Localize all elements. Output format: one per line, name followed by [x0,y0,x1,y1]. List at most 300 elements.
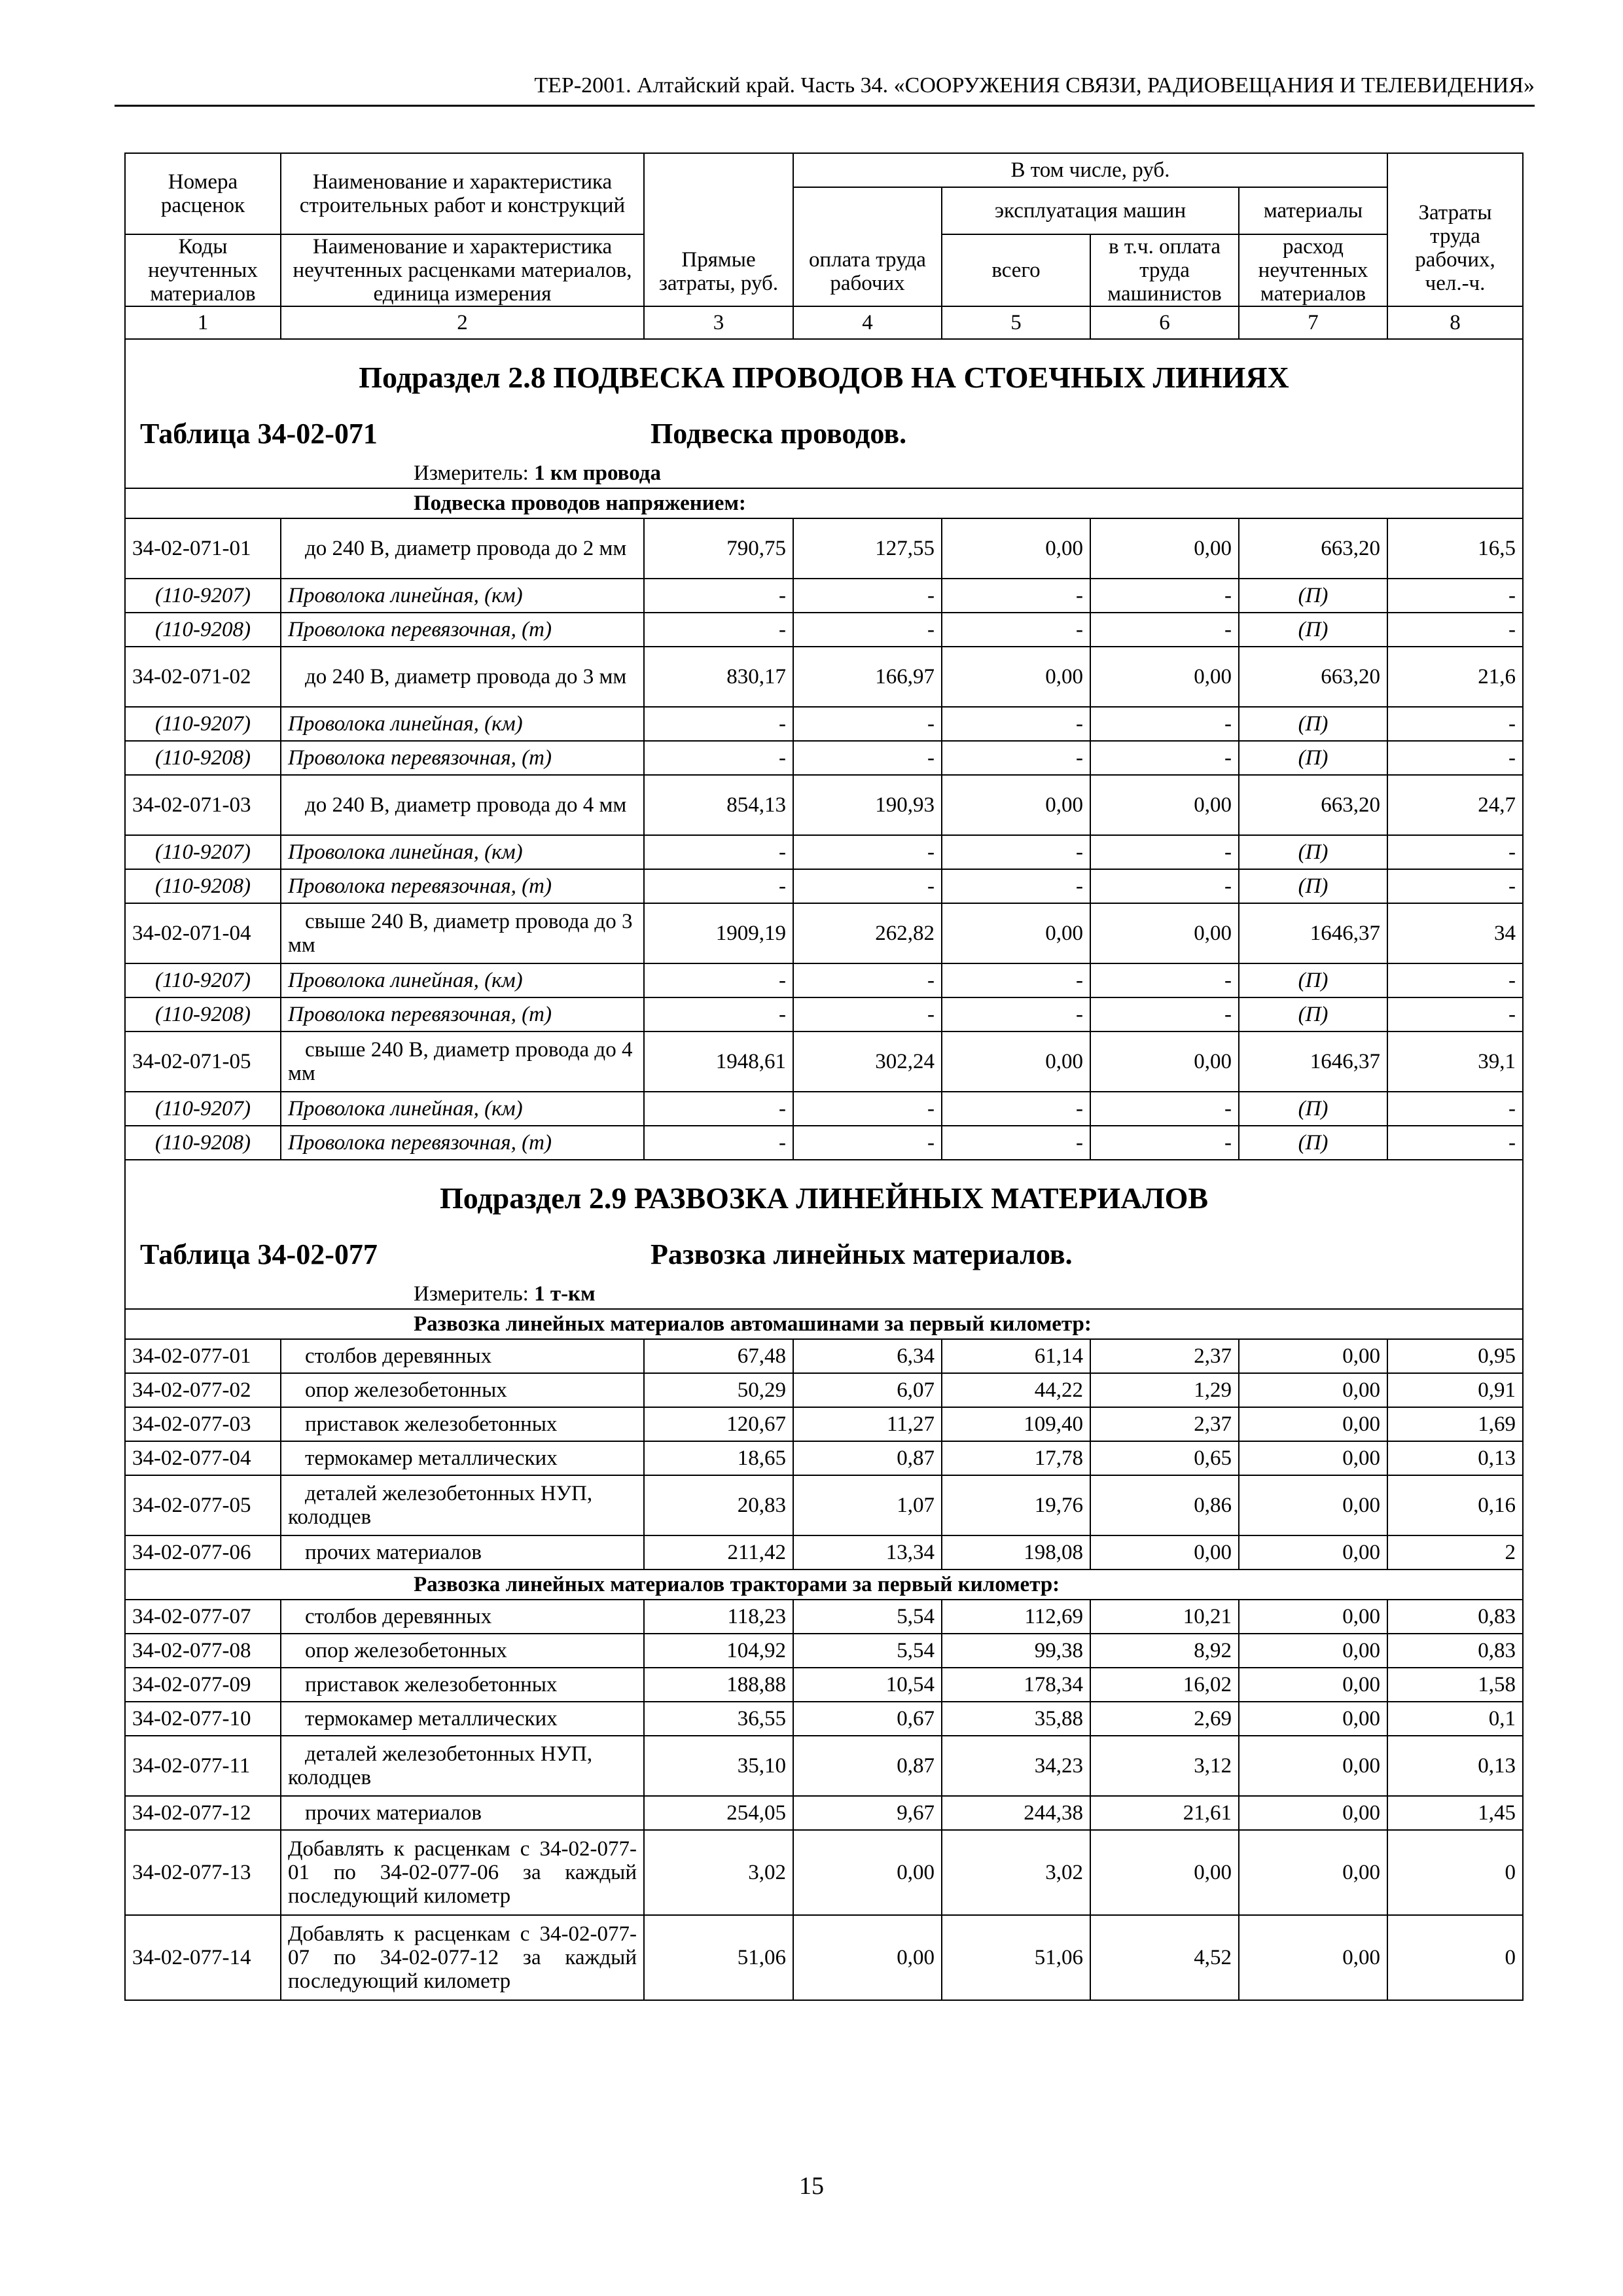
value-cell: 0,00 [1239,1441,1387,1475]
table-name: Развозка линейных материалов. [651,1238,1073,1270]
material-code: (110-9207) [125,707,281,741]
dash-cell: - [1387,997,1523,1031]
value-cell: 4,52 [1090,1915,1239,2000]
table-row [125,1736,1523,1796]
material-name: Проволока перевязочная, (т) [281,1126,644,1160]
material-name: Проволока линейная, (км) [281,707,644,741]
section-title-row [125,339,1523,409]
table-title [125,1230,1523,1280]
value-cell: 1948,61 [644,1031,793,1092]
dash-cell: - [1090,613,1239,647]
value-cell: 1,69 [1387,1407,1523,1441]
dash-cell: - [1387,579,1523,613]
dash-cell: - [1387,963,1523,997]
value-cell: 112,69 [942,1600,1090,1634]
rate-code: 34-02-077-11 [125,1736,281,1796]
rate-name: столбов деревянных [281,1339,644,1373]
value-cell: 3,02 [942,1830,1090,1915]
value-cell: 109,40 [942,1407,1090,1441]
value-cell: 1646,37 [1239,1031,1387,1092]
value-cell: 5,54 [793,1634,942,1668]
dash-cell: - [793,1092,942,1126]
value-cell: 244,38 [942,1796,1090,1830]
table-row [125,1339,1523,1373]
value-cell: 0,95 [1387,1339,1523,1373]
measure-row [125,1280,1523,1309]
table-row [125,518,1523,579]
running-header: ТЕР-2001. Алтайский край. Часть 34. «СООРУЖЕНИЯ СВЯЗИ, РАДИОВЕЩАНИЯ И ТЕЛЕВИДЕНИЯ» [115,71,1535,107]
table-row [125,1600,1523,1634]
value-cell: 302,24 [793,1031,942,1092]
measure-unit [125,459,1523,488]
dash-cell: - [1387,835,1523,869]
value-cell: 6,34 [793,1339,942,1373]
value-cell: 0,13 [1387,1736,1523,1796]
material-code: (110-9207) [125,835,281,869]
dash-cell: - [644,1092,793,1126]
rate-name: приставок железобетонных [281,1668,644,1702]
material-name: Проволока линейная, (км) [281,1092,644,1126]
value-cell: 0,87 [793,1441,942,1475]
value-cell: 0,00 [1090,903,1239,963]
table-row [125,647,1523,707]
value-cell: 16,5 [1387,518,1523,579]
material-row [125,613,1523,647]
dash-cell: - [793,579,942,613]
value-cell: 790,75 [644,518,793,579]
value-cell: 0,00 [942,1031,1090,1092]
rate-code: 34-02-071-04 [125,903,281,963]
rate-name: термокамер металлических [281,1702,644,1736]
value-cell: 0,00 [1090,1535,1239,1570]
table-row [125,1796,1523,1830]
rate-name: свыше 240 В, диаметр провода до 3 мм [281,903,644,963]
material-row [125,1126,1523,1160]
value-cell: 0 [1387,1915,1523,2000]
column-numbers-row [125,306,1523,339]
rate-code: 34-02-071-02 [125,647,281,707]
value-cell: 11,27 [793,1407,942,1441]
table-row [125,1634,1523,1668]
dash-cell: - [644,835,793,869]
rate-name: прочих материалов [281,1535,644,1570]
rate-code: 34-02-077-01 [125,1339,281,1373]
value-cell: 120,67 [644,1407,793,1441]
value-cell: 35,10 [644,1736,793,1796]
material-mark: (П) [1239,1092,1387,1126]
value-cell: 61,14 [942,1339,1090,1373]
value-cell: 51,06 [644,1915,793,2000]
dash-cell: - [1090,741,1239,775]
col-header-direct-costs: Прямые затраты, руб. [644,153,793,306]
value-cell: 0,86 [1090,1475,1239,1535]
value-cell: 0,00 [1239,1915,1387,2000]
rate-code: 34-02-077-03 [125,1407,281,1441]
value-cell: 211,42 [644,1535,793,1570]
value-cell: 0,00 [942,518,1090,579]
value-cell: 0,67 [793,1702,942,1736]
section-title: Подраздел 2.8 ПОДВЕСКА ПРОВОДОВ НА СТОЕЧНЫХ ЛИНИЯХ [125,339,1523,409]
value-cell: 254,05 [644,1796,793,1830]
rate-code: 34-02-077-05 [125,1475,281,1535]
rate-code: 34-02-077-13 [125,1830,281,1915]
dash-cell: - [1387,741,1523,775]
material-code: (110-9208) [125,997,281,1031]
value-cell: 2,37 [1090,1339,1239,1373]
value-cell: 0,00 [1239,1830,1387,1915]
dash-cell: - [1090,579,1239,613]
dash-cell: - [1090,835,1239,869]
value-cell: 67,48 [644,1339,793,1373]
rate-code: 34-02-071-01 [125,518,281,579]
value-cell: 118,23 [644,1600,793,1634]
value-cell: 2 [1387,1535,1523,1570]
value-cell: 0,00 [1239,1535,1387,1570]
value-cell: 663,20 [1239,775,1387,835]
value-cell: 17,78 [942,1441,1090,1475]
value-cell: 18,65 [644,1441,793,1475]
material-name: Проволока перевязочная, (т) [281,869,644,903]
table-row [125,1407,1523,1441]
col-header-mat-use: расход неучтенных материалов [1239,234,1387,306]
value-cell: 854,13 [644,775,793,835]
value-cell: 2,69 [1090,1702,1239,1736]
material-mark: (П) [1239,869,1387,903]
material-row [125,835,1523,869]
rate-name: до 240 В, диаметр провода до 3 мм [281,647,644,707]
value-cell: 3,02 [644,1830,793,1915]
col-header-mat-name: Наименование и характеристика неучтенных расценками материалов, единица измерения [281,234,644,306]
measure-row [125,459,1523,488]
dash-cell: - [793,869,942,903]
value-cell: 0,91 [1387,1373,1523,1407]
dash-cell: - [644,963,793,997]
col-number: 8 [1387,306,1523,339]
wire-rates-body [125,518,1523,1160]
col-number: 2 [281,306,644,339]
value-cell: 0,00 [793,1915,942,2000]
rate-name: до 240 В, диаметр провода до 2 мм [281,518,644,579]
value-cell: 0,00 [1239,1600,1387,1634]
col-number: 1 [125,306,281,339]
dash-cell: - [793,963,942,997]
rate-code: 34-02-077-12 [125,1796,281,1830]
col-number: 6 [1090,306,1239,339]
value-cell: 178,34 [942,1668,1090,1702]
value-cell: 166,97 [793,647,942,707]
dash-cell: - [1090,869,1239,903]
dash-cell: - [942,579,1090,613]
dash-cell: - [1387,869,1523,903]
material-row [125,963,1523,997]
table-row [125,1373,1523,1407]
table-row [125,1441,1523,1475]
haul-rates-body [125,1309,1523,2000]
dash-cell: - [1387,613,1523,647]
value-cell: 1909,19 [644,903,793,963]
dash-cell: - [942,741,1090,775]
value-cell: 0,00 [1239,1736,1387,1796]
col-header-total: всего [942,234,1090,306]
col-header-machines: эксплуатация машин [942,187,1239,234]
rate-name: столбов деревянных [281,1600,644,1634]
rates-table [124,152,1524,2001]
measure-value: 1 км провода [534,461,661,485]
value-cell: 99,38 [942,1634,1090,1668]
dash-cell: - [793,835,942,869]
dash-cell: - [1090,707,1239,741]
measure-label: Измеритель: [414,461,535,485]
measure-label: Измеритель: [414,1282,535,1306]
dash-cell: - [942,1092,1090,1126]
material-code: (110-9208) [125,1126,281,1160]
value-cell: 16,02 [1090,1668,1239,1702]
material-mark: (П) [1239,997,1387,1031]
material-mark: (П) [1239,741,1387,775]
group-heading: Развозка линейных материалов автомашинами за первый километр: [125,1309,1523,1339]
col-number: 7 [1239,306,1387,339]
dash-cell: - [644,613,793,647]
col-header-labor-pay: оплата труда рабочих [793,187,942,306]
material-name: Проволока перевязочная, (т) [281,613,644,647]
value-cell: 10,21 [1090,1600,1239,1634]
value-cell: 0 [1387,1830,1523,1915]
value-cell: 0,00 [1090,1830,1239,1915]
value-cell: 1646,37 [1239,903,1387,963]
value-cell: 0,00 [942,775,1090,835]
material-row [125,997,1523,1031]
rate-name: деталей железобетонных НУП, колодцев [281,1475,644,1535]
material-code: (110-9207) [125,579,281,613]
measure-unit [125,1280,1523,1309]
dash-cell: - [793,1126,942,1160]
value-cell: 34,23 [942,1736,1090,1796]
col-number: 3 [644,306,793,339]
material-row [125,707,1523,741]
value-cell: 0,00 [1090,775,1239,835]
table-name: Подвеска проводов. [651,418,907,450]
rate-code: 34-02-071-05 [125,1031,281,1092]
header-row-1 [125,153,1523,187]
value-cell: 44,22 [942,1373,1090,1407]
dash-cell: - [942,613,1090,647]
value-cell: 6,07 [793,1373,942,1407]
table-row [125,1915,1523,2000]
value-cell: 1,45 [1387,1796,1523,1830]
dash-cell: - [1090,1092,1239,1126]
rate-name: Добавлять к расценкам с 34-02-077-01 по 34-02-077-06 за каждый последующий километр [281,1830,644,1915]
value-cell: 21,6 [1387,647,1523,707]
value-cell: 0,00 [1239,1668,1387,1702]
material-row [125,741,1523,775]
rate-code: 34-02-077-09 [125,1668,281,1702]
group-heading-row [125,1570,1523,1600]
material-mark: (П) [1239,707,1387,741]
table-row [125,903,1523,963]
value-cell: 198,08 [942,1535,1090,1570]
table-title-row [125,409,1523,459]
rate-code: 34-02-077-08 [125,1634,281,1668]
dash-cell: - [644,741,793,775]
value-cell: 0,00 [1239,1702,1387,1736]
dash-cell: - [942,963,1090,997]
material-row [125,869,1523,903]
value-cell: 0,00 [1239,1634,1387,1668]
value-cell: 19,76 [942,1475,1090,1535]
value-cell: 1,07 [793,1475,942,1535]
material-name: Проволока линейная, (км) [281,579,644,613]
col-header-work-name: Наименование и характеристика строительных работ и конструкций [281,153,644,234]
value-cell: 3,12 [1090,1736,1239,1796]
dash-cell: - [1387,1092,1523,1126]
group-heading-row [125,1309,1523,1339]
col-number: 4 [793,306,942,339]
col-header-incl: В том числе, руб. [793,153,1387,187]
table-row [125,1031,1523,1092]
col-header-incl-machinist: в т.ч. оплата труда машинистов [1090,234,1239,306]
table-row [125,775,1523,835]
value-cell: 35,88 [942,1702,1090,1736]
dash-cell: - [644,579,793,613]
group-heading: Подвеска проводов напряжением: [125,488,1523,518]
value-cell: 663,20 [1239,518,1387,579]
dash-cell: - [793,997,942,1031]
page-number: 15 [799,2172,824,2200]
dash-cell: - [793,707,942,741]
value-cell: 21,61 [1090,1796,1239,1830]
value-cell: 36,55 [644,1702,793,1736]
value-cell: 190,93 [793,775,942,835]
material-name: Проволока перевязочная, (т) [281,997,644,1031]
dash-cell: - [1387,1126,1523,1160]
rate-code: 34-02-077-04 [125,1441,281,1475]
value-cell: 0,87 [793,1736,942,1796]
dash-cell: - [793,613,942,647]
rate-name: термокамер металлических [281,1441,644,1475]
value-cell: 34 [1387,903,1523,963]
rate-code: 34-02-077-02 [125,1373,281,1407]
dash-cell: - [644,997,793,1031]
material-code: (110-9207) [125,1092,281,1126]
material-code: (110-9208) [125,613,281,647]
value-cell: 0,00 [942,647,1090,707]
value-cell: 0,65 [1090,1441,1239,1475]
measure-value: 1 т-км [534,1282,596,1306]
material-code: (110-9208) [125,869,281,903]
value-cell: 1,29 [1090,1373,1239,1407]
value-cell: 9,67 [793,1796,942,1830]
value-cell: 0,16 [1387,1475,1523,1535]
value-cell: 0,00 [1239,1339,1387,1373]
dash-cell: - [942,997,1090,1031]
value-cell: 13,34 [793,1535,942,1570]
table-row [125,1830,1523,1915]
value-cell: 51,06 [942,1915,1090,2000]
value-cell: 127,55 [793,518,942,579]
material-row [125,1092,1523,1126]
value-cell: 0,00 [1090,647,1239,707]
value-cell: 188,88 [644,1668,793,1702]
value-cell: 5,54 [793,1600,942,1634]
dash-cell: - [942,707,1090,741]
value-cell: 0,1 [1387,1702,1523,1736]
value-cell: 39,1 [1387,1031,1523,1092]
value-cell: 0,00 [1239,1373,1387,1407]
material-row [125,579,1523,613]
value-cell: 104,92 [644,1634,793,1668]
dash-cell: - [942,869,1090,903]
value-cell: 24,7 [1387,775,1523,835]
rate-code: 34-02-071-03 [125,775,281,835]
material-code: (110-9207) [125,963,281,997]
dash-cell: - [1387,707,1523,741]
table-title-row [125,1230,1523,1280]
table-number: Таблица 34-02-071 [140,418,378,450]
material-name: Проволока линейная, (км) [281,835,644,869]
table-title [125,409,1523,459]
col-number: 5 [942,306,1090,339]
material-mark: (П) [1239,1126,1387,1160]
dash-cell: - [1090,997,1239,1031]
rate-name: приставок железобетонных [281,1407,644,1441]
rate-code: 34-02-077-14 [125,1915,281,2000]
value-cell: 10,54 [793,1668,942,1702]
value-cell: 20,83 [644,1475,793,1535]
col-header-materials: материалы [1239,187,1387,234]
dash-cell: - [1090,1126,1239,1160]
table-number: Таблица 34-02-077 [140,1238,378,1270]
value-cell: 50,29 [644,1373,793,1407]
value-cell: 0,83 [1387,1600,1523,1634]
dash-cell: - [644,707,793,741]
value-cell: 0,00 [1239,1796,1387,1830]
group-heading: Развозка линейных материалов тракторами за первый километр: [125,1570,1523,1600]
section-title-row [125,1160,1523,1230]
value-cell: 0,13 [1387,1441,1523,1475]
value-cell: 262,82 [793,903,942,963]
value-cell: 0,00 [793,1830,942,1915]
dash-cell: - [942,1126,1090,1160]
material-mark: (П) [1239,579,1387,613]
table-row [125,1535,1523,1570]
value-cell: 0,00 [1090,518,1239,579]
value-cell: 0,83 [1387,1634,1523,1668]
value-cell: 2,37 [1090,1407,1239,1441]
value-cell: 0,00 [1090,1031,1239,1092]
dash-cell: - [942,835,1090,869]
rate-code: 34-02-077-06 [125,1535,281,1570]
rate-code: 34-02-077-10 [125,1702,281,1736]
table-row [125,1475,1523,1535]
col-header-codes: Номера расценок [125,153,281,234]
value-cell: 0,00 [942,903,1090,963]
rate-name: прочих материалов [281,1796,644,1830]
table-row [125,1668,1523,1702]
material-mark: (П) [1239,613,1387,647]
col-header-mat-codes: Коды неучтенных материалов [125,234,281,306]
material-name: Проволока перевязочная, (т) [281,741,644,775]
material-name: Проволока линейная, (км) [281,963,644,997]
dash-cell: - [644,869,793,903]
dash-cell: - [644,1126,793,1160]
group-heading-row [125,488,1523,518]
material-mark: (П) [1239,963,1387,997]
value-cell: 8,92 [1090,1634,1239,1668]
material-code: (110-9208) [125,741,281,775]
dash-cell: - [1090,963,1239,997]
rate-name: деталей железобетонных НУП, колодцев [281,1736,644,1796]
rate-name: до 240 В, диаметр провода до 4 мм [281,775,644,835]
